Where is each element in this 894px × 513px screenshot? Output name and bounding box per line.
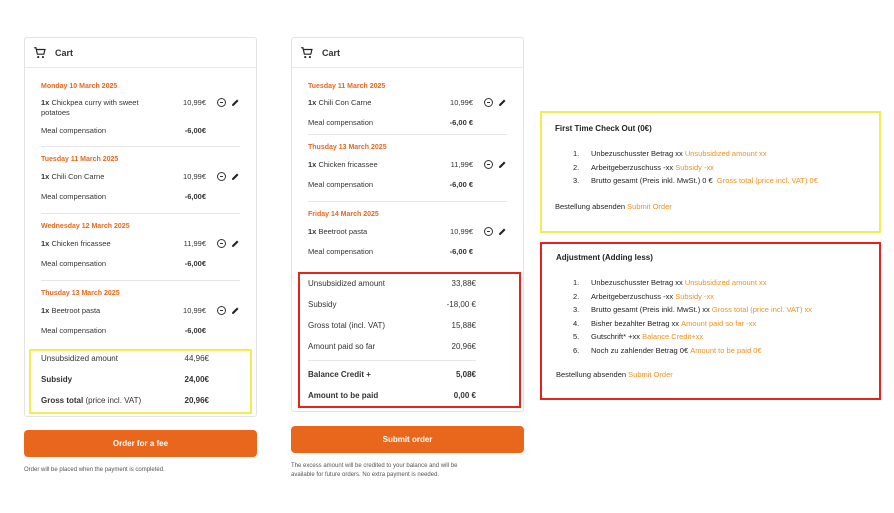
highlight-box-red — [298, 272, 521, 408]
item-name: Chili Con Carne — [318, 98, 372, 107]
comp-label: Meal compensation — [308, 247, 374, 256]
item-name: Beetroot pasta — [318, 227, 368, 236]
step-item: 6. Noch zu zahlender Betrag 0€ Amount to be paid 0€ — [573, 345, 762, 355]
item-qty: 1x — [308, 98, 317, 107]
item-price: 10,99€ — [183, 172, 206, 181]
item-name: Chili Con Carne — [51, 172, 105, 181]
cart-line-item — [308, 227, 507, 237]
submit-order-line: Bestellung absenden Submit Order — [556, 369, 673, 379]
cart-icon — [300, 46, 314, 60]
remove-item-icon[interactable] — [217, 172, 226, 181]
cart-day — [292, 202, 523, 268]
step-item: 2. Arbeitgeberzuschuss -xx Subsidy -xx — [573, 162, 714, 172]
meal-compensation-row — [41, 326, 240, 335]
comp-label: Meal compensation — [41, 126, 107, 135]
cart-day — [292, 68, 523, 134]
subsidy-label: Subsidy — [41, 375, 73, 384]
item-name: Beetroot pasta — [51, 306, 101, 315]
day-date: Friday 14 March 2025 — [308, 211, 379, 218]
day-date: Tuesday 11 March 2025 — [41, 156, 119, 163]
item-price: 11,99€ — [183, 239, 206, 248]
meal-compensation-row — [41, 192, 240, 201]
comp-label: Meal compensation — [308, 180, 374, 189]
meal-compensation-row — [41, 126, 240, 135]
subsidy-label: Subsidy — [308, 300, 337, 309]
amount-paid-value: 20,96€ — [451, 342, 476, 351]
adjustment-panel — [556, 253, 876, 379]
submit-order-button[interactable]: Submit order — [291, 426, 524, 453]
step-item: 5. Gutschrift* +xx Balance Credit+xx — [573, 332, 704, 342]
cart-line-item — [308, 160, 507, 170]
item-qty: 1x — [41, 98, 50, 107]
edit-item-icon[interactable] — [231, 239, 240, 248]
gross-total-label: Gross total — [41, 396, 84, 405]
cart-title: Cart — [55, 47, 74, 58]
cart-day — [25, 281, 256, 347]
cart-day — [292, 135, 523, 201]
subsidy-value: 24,00€ — [184, 375, 209, 384]
item-name: Chicken fricassee — [318, 160, 378, 169]
item-name: Chicken fricassee — [51, 239, 111, 248]
cart-line-item — [308, 98, 507, 108]
item-qty: 1x — [41, 239, 50, 248]
unsubsidized-label: Unsubsidized amount — [308, 279, 385, 288]
comp-value: -6,00€ — [184, 126, 206, 135]
remove-item-icon[interactable] — [484, 160, 493, 169]
item-price: 10,99€ — [183, 98, 206, 107]
edit-item-icon[interactable] — [231, 98, 240, 107]
remove-item-icon[interactable] — [484, 227, 493, 236]
remove-item-icon[interactable] — [484, 98, 493, 107]
step-item: 3. Brutto gesamt (Preis inkl. MwSt.) xx Gross total (price incl. VAT) xx — [573, 305, 813, 315]
comp-value: -6,00 € — [449, 247, 473, 256]
item-qty: 1x — [41, 172, 50, 181]
subsidy-value: -18,00 € — [446, 300, 476, 309]
amount-paid-label: Amount paid so far — [308, 342, 376, 351]
cart-header — [25, 38, 256, 68]
remove-item-icon[interactable] — [217, 98, 226, 107]
cart-day — [25, 214, 256, 280]
highlight-box-yellow — [29, 349, 252, 414]
item-qty: 1x — [41, 306, 50, 315]
gross-total-label: Gross total (incl. VAT) — [308, 321, 386, 330]
cart-line-item — [41, 239, 240, 249]
gross-total-value: 15,88€ — [451, 321, 476, 330]
order-for-fee-button[interactable]: Order for a fee — [24, 430, 257, 457]
cart-day — [25, 147, 256, 213]
panel-title: Adjustment (Adding less) — [556, 253, 653, 262]
item-price: 10,99€ — [450, 98, 473, 107]
edit-item-icon[interactable] — [498, 98, 507, 107]
comp-value: -6,00 € — [449, 180, 473, 189]
order-note: Order will be placed when the payment is completed. — [24, 467, 165, 473]
step-item: 4. Bisher bezahlter Betrag xx Amount paid so far -xx — [573, 318, 757, 328]
cart-day — [25, 68, 256, 146]
cart-title: Cart — [322, 47, 341, 58]
day-date: Thusday 13 March 2025 — [41, 290, 120, 297]
step-item: 2. Arbeitgeberzuschuss -xx Subsidy -xx — [573, 291, 714, 301]
gross-total-label-note: (price incl. VAT) — [85, 396, 142, 405]
day-date: Thusday 13 March 2025 — [308, 144, 387, 151]
unsubsidized-value: 44,96€ — [184, 354, 209, 363]
cart-line-item — [41, 306, 240, 316]
meal-compensation-row — [308, 247, 507, 256]
cart-line-item — [41, 98, 240, 118]
comp-label: Meal compensation — [41, 259, 107, 268]
first-checkout-panel — [555, 124, 875, 211]
remove-item-icon[interactable] — [217, 306, 226, 315]
meal-compensation-row — [308, 180, 507, 189]
day-date: Wednesday 12 March 2025 — [41, 223, 130, 230]
day-date: Monday 10 March 2025 — [41, 83, 118, 90]
edit-item-icon[interactable] — [498, 160, 507, 169]
unsubsidized-value: 33,88€ — [451, 279, 476, 288]
balance-credit-label: Balance Credit + — [308, 370, 371, 379]
comp-value: -6,00€ — [184, 259, 206, 268]
cart-header — [292, 38, 523, 68]
item-name: Chickpea curry with sweet potatoes — [41, 98, 139, 117]
item-qty: 1x — [308, 227, 317, 236]
gross-total-value: 20,96€ — [184, 396, 209, 405]
comp-label: Meal compensation — [41, 326, 107, 335]
step-item: 3. Brutto gesamt (Preis inkl. MwSt.) 0 € Gross total (price incl. VAT) 0€ — [573, 176, 818, 186]
credit-note: The excess amount will be credited to your balance and will be available for future orders. No extra payment is needed. — [291, 463, 458, 478]
amount-to-pay-value: 0,00 € — [453, 391, 476, 400]
comp-value: -6,00 € — [449, 118, 473, 127]
comp-label: Meal compensation — [41, 192, 107, 201]
panel-title: First Time Check Out (0€) — [555, 124, 652, 133]
steps-list — [573, 276, 876, 358]
item-price: 11,99€ — [450, 160, 473, 169]
cart-icon — [33, 46, 47, 60]
item-qty: 1x — [308, 160, 317, 169]
step-item: 1. Unbezuschusster Betrag xx Unsubsidized amount xx — [573, 278, 767, 287]
edit-item-icon[interactable] — [231, 306, 240, 315]
comp-value: -6,00€ — [184, 326, 206, 335]
amount-to-pay-label: Amount to be paid — [308, 391, 379, 400]
unsubsidized-label: Unsubsidized amount — [41, 354, 118, 363]
steps-list — [573, 147, 875, 188]
meal-compensation-row — [308, 118, 507, 127]
comp-label: Meal compensation — [308, 118, 374, 127]
balance-credit-value: 5,08€ — [455, 370, 476, 379]
comp-value: -6,00€ — [184, 192, 206, 201]
edit-item-icon[interactable] — [498, 227, 507, 236]
step-item: 1. Unbezuschusster Betrag xx Unsubsidized amount xx — [573, 149, 767, 158]
cart-line-item — [41, 172, 240, 182]
submit-order-line: Bestellung absenden Submit Order — [555, 201, 672, 211]
day-date: Tuesday 11 March 2025 — [308, 83, 386, 90]
edit-item-icon[interactable] — [231, 172, 240, 181]
item-price: 10,99€ — [183, 306, 206, 315]
item-price: 10,99€ — [450, 227, 473, 236]
meal-compensation-row — [41, 259, 240, 268]
remove-item-icon[interactable] — [217, 239, 226, 248]
